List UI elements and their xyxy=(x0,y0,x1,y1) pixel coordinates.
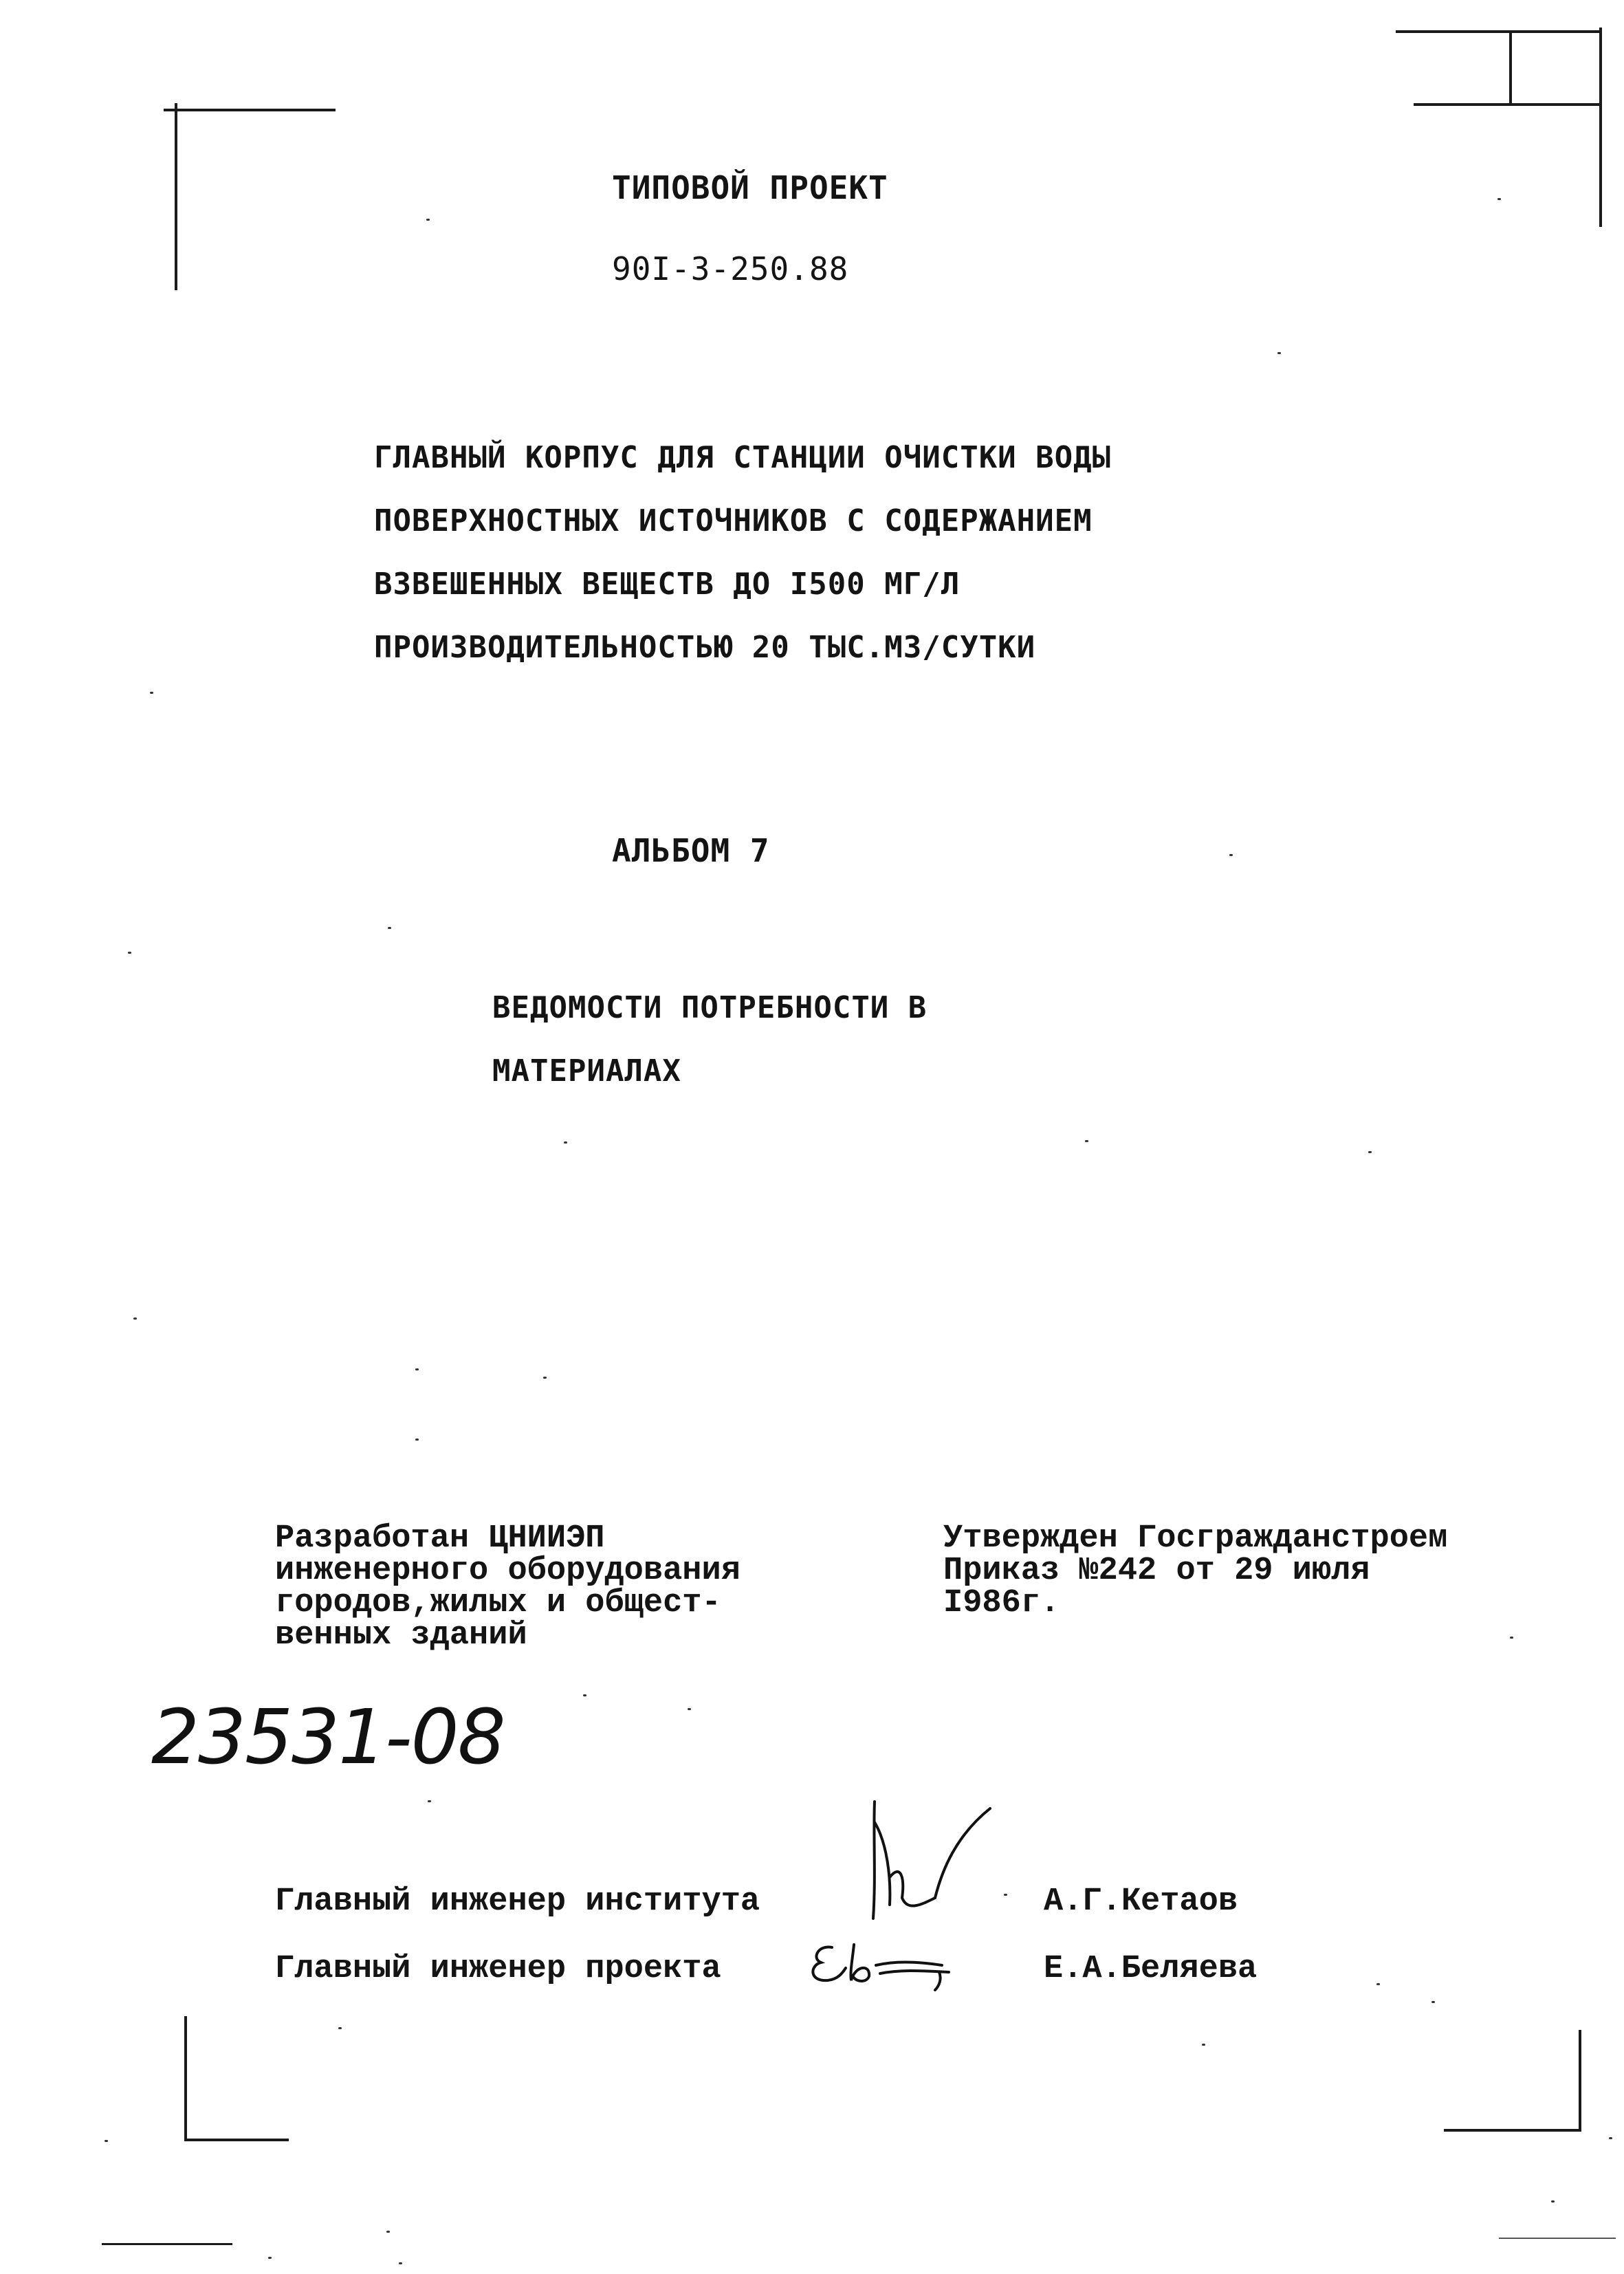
approval-block xyxy=(943,1522,1447,1619)
project-number: 90I-3-250.88 xyxy=(612,250,849,287)
developer-line: инженерного оборудования xyxy=(275,1553,740,1589)
project-description xyxy=(374,426,1111,679)
signature-chief-engineer-institute xyxy=(859,1795,1011,1925)
signatory-role: Главный инженер института xyxy=(275,1883,760,1920)
signatory-name: А.Г.Кетаов xyxy=(1044,1883,1238,1920)
signature-chief-engineer-project xyxy=(804,1938,956,1993)
description-line: ПРОИЗВОДИТЕЛЬНОСТЬЮ 20 ТЫС.М3/СУТКИ xyxy=(374,630,1036,665)
section-title-line: МАТЕРИАЛАХ xyxy=(492,1053,681,1089)
section-title xyxy=(492,976,927,1103)
developer-line: городов,жилых и общест- xyxy=(275,1585,721,1621)
developer-line: Разработан ЦНИИЭП xyxy=(275,1520,605,1557)
album-label: АЛЬБОМ 7 xyxy=(612,832,770,869)
inventory-number: 23531-08 xyxy=(151,1693,505,1781)
description-line: ГЛАВНЫЙ КОРПУС ДЛЯ СТАНЦИИ ОЧИСТКИ ВОДЫ xyxy=(374,440,1112,475)
document-type-title: ТИПОВОЙ ПРОЕКТ xyxy=(612,169,888,206)
signatory-role: Главный инженер проекта xyxy=(275,1951,721,1987)
approval-line: Утвержден Госгражданстроем xyxy=(943,1520,1448,1557)
bottom-edge-line xyxy=(102,2243,232,2245)
approval-line: I986г. xyxy=(943,1585,1060,1621)
bottom-right-edge-line xyxy=(1499,2238,1616,2239)
developer-line: венных зданий xyxy=(275,1617,527,1654)
signatory-name: Е.А.Беляева xyxy=(1044,1951,1258,1987)
approval-line: Приказ №242 от 29 июля xyxy=(943,1553,1370,1589)
description-line: ВЗВЕШЕННЫХ ВЕЩЕСТВ ДО I500 МГ/Л xyxy=(374,567,961,602)
developer-block xyxy=(275,1522,740,1652)
description-line: ПОВЕРХНОСТНЫХ ИСТОЧНИКОВ С СОДЕРЖАНИЕМ xyxy=(374,503,1093,538)
section-title-line: ВЕДОМОСТИ ПОТРЕБНОСТИ В xyxy=(492,990,928,1025)
